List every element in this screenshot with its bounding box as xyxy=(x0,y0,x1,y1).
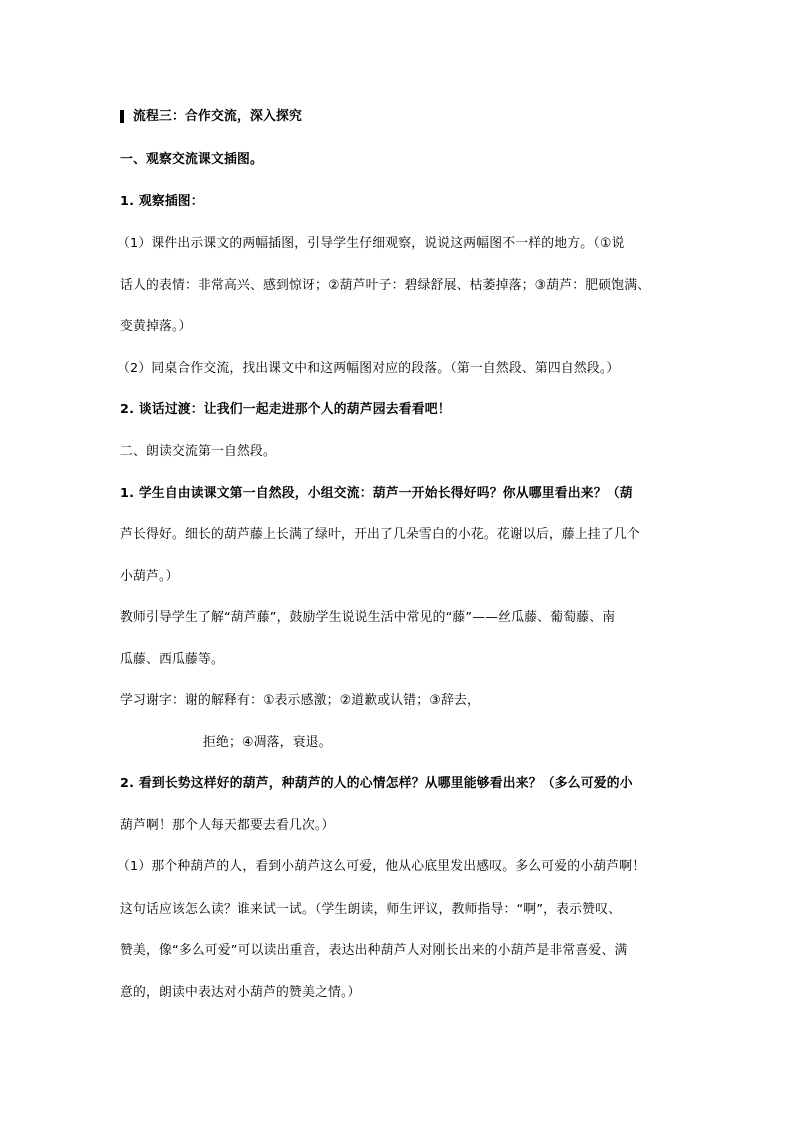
paragraph-line: 赞美，像“多么可爱”可以读出重音，表达出种葫芦人对刚长出来的小葫芦是非常喜爱、满 xyxy=(120,943,628,958)
section-heading: 流程三：合作交流，深入探究 xyxy=(133,109,302,124)
paragraph-line: （1）那个种葫芦的人，看到小葫芦这么可爱，他从心底里发出感叹。多么可爱的小葫芦啊！ xyxy=(117,859,646,874)
paragraph-line: 拒绝；④凋落，衰退。 xyxy=(203,735,332,750)
paragraph-line: 葫芦啊！那个人每天都要去看几次。） xyxy=(120,818,335,833)
paragraph-line: 一、观察交流课文插图。 xyxy=(120,152,263,167)
paragraph-line: 小葫芦。） xyxy=(120,569,179,584)
paragraph-line: 芦长得好。细长的葫芦藤上长满了绿叶，开出了几朵雪白的小花。花谢以后，藤上挂了几个 xyxy=(120,527,640,542)
paragraph-line: （2）同桌合作交流，找出课文中和这两幅图对应的段落。（第一自然段、第四自然段。） xyxy=(117,361,620,376)
paragraph-line: （1）课件出示课文的两幅插图，引导学生仔细观察，说说这两幅图不一样的地方。（①说 xyxy=(117,236,625,251)
paragraph-line: 学习谢字：谢的解释有：①表示感激；②道歉或认错；③辞去， xyxy=(120,693,480,708)
paragraph-line: 2. 看到长势这样好的葫芦，种葫芦的人的心情怎样？从哪里能够看出来？（多么可爱的小 xyxy=(120,776,633,791)
paragraph-line: 2. 谈话过渡：让我们一起走进那个人的葫芦园去看看吧！ xyxy=(120,402,451,417)
paragraph-line: 二、朗读交流第一自然段。 xyxy=(120,444,276,459)
section-heading-marker xyxy=(120,110,124,123)
paragraph-line: 教师引导学生了解“葫芦藤”，鼓励学生说说生活中常见的“藤”——丝瓜藤、葡萄藤、南 xyxy=(120,610,616,625)
paragraph-line: 意的，朗读中表达对小葫芦的赞美之情。） xyxy=(120,985,361,1000)
paragraph-line: 变黄掉落。） xyxy=(120,319,192,334)
paragraph-line: 话人的表情：非常高兴、感到惊讶；②葫芦叶子：碧绿舒展、枯萎掉落；③葫芦：肥硕饱满、 xyxy=(120,278,651,293)
paragraph-line: 1. 观察插图： xyxy=(120,194,204,209)
paragraph-line: 瓜藤、西瓜藤等。 xyxy=(120,652,224,667)
paragraph-line: 这句话应该怎么读？谁来试一试。（学生朗读，师生评议，教师指导：“啊”，表示赞叹、 xyxy=(120,902,622,917)
paragraph-line: 1. 学生自由读课文第一自然段，小组交流：葫芦一开始长得好吗？你从哪里看出来？（葫 xyxy=(120,486,633,501)
